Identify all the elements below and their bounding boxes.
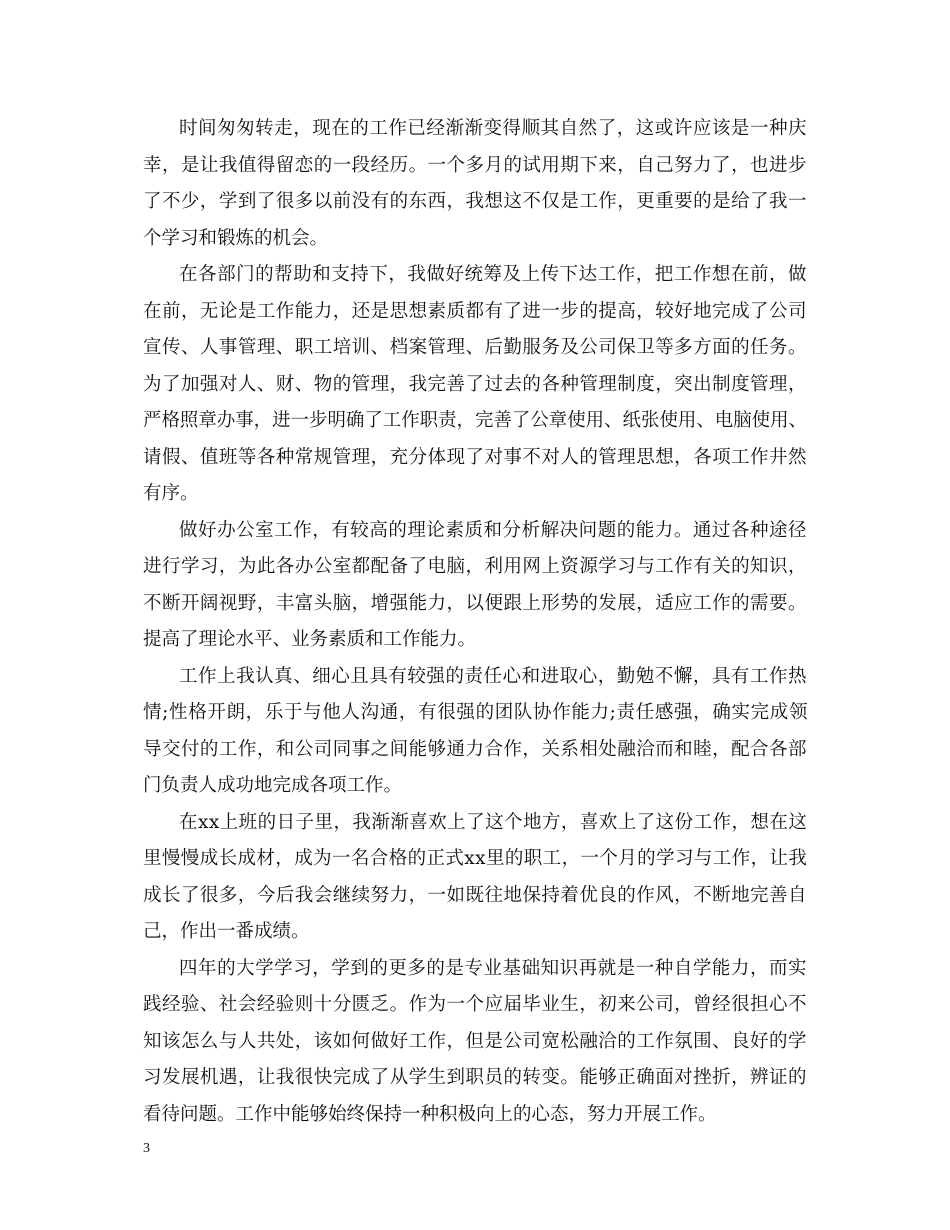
paragraph-line: 提高了理论水平、业务素质和工作能力。	[143, 629, 477, 650]
paragraph-line: 成长了很多，今后我会继续努力，一如既往地保持着优良的作风，不断地完善自	[143, 884, 807, 906]
paragraph-line: 在xx上班的日子里，我渐渐喜欢上了这个地方，喜欢上了这份工作，想在这	[179, 811, 808, 833]
paragraph-line: 看待问题。工作中能够始终保持一种积极向上的心态，努力开展工作。	[143, 1103, 717, 1125]
paragraph-line: 情;性格开朗，乐于与他人沟通，有很强的团队协作能力;责任感强，确实完成领	[143, 702, 809, 723]
paragraph-line: 在前，无论是工作能力，还是思想素质都有了进一步的提高，较好地完成了公司	[143, 300, 807, 322]
page-number: 3	[143, 1141, 150, 1156]
paragraph-line: 宣传、人事管理、职工培训、档案管理、后勤服务及公司保卫等多方面的任务。	[143, 337, 807, 358]
paragraph-line: 请假、值班等各种常规管理，充分体现了对事不对人的管理思想，各项工作井然	[143, 446, 807, 468]
paragraph-line: 践经验、社会经验则十分匮乏。作为一个应届毕业生，初来公司，曾经很担心不	[143, 994, 807, 1015]
paragraph-line: 进行学习，为此各办公室都配备了电脑，利用网上资源学习与工作有关的知识，	[143, 556, 807, 577]
paragraph-line: 做好办公室工作，有较高的理论素质和分析解决问题的能力。通过各种途径	[179, 519, 808, 541]
paragraph-line: 不断开阔视野，丰富头脑，增强能力，以便跟上形势的发展，适应工作的需要。	[143, 592, 807, 614]
paragraph-line: 导交付的工作，和公司同事之间能够通力合作，关系相处融洽而和睦，配合各部	[143, 738, 807, 760]
paragraph-line: 严格照章办事，进一步明确了工作职责，完善了公章使用、纸张使用、电脑使用、	[143, 410, 808, 431]
paragraph-line: 了不少，学到了很多以前没有的东西，我想这不仅是工作，更重要的是给了我一	[143, 191, 807, 212]
paragraph-line: 个学习和锻炼的机会。	[143, 227, 329, 249]
paragraph-line: 在各部门的帮助和支持下，我做好统筹及上传下达工作，把工作想在前，做	[179, 264, 808, 285]
paragraph-line: 己，作出一番成绩。	[143, 921, 310, 942]
paragraph-line: 里慢慢成长成材，成为一名合格的正式xx里的职工，一个月的学习与工作，让我	[143, 848, 808, 869]
paragraph-line: 四年的大学学习，学到的更多的是专业基础知识再就是一种自学能力，而实	[179, 957, 808, 979]
paragraph-line: 为了加强对人、财、物的管理，我完善了过去的各种管理制度，突出制度管理，	[143, 373, 807, 395]
paragraph-line: 幸，是让我值得留恋的一段经历。一个多月的试用期下来，自己努力了，也进步	[143, 154, 807, 176]
paragraph-line: 工作上我认真、细心且具有较强的责任心和进取心，勤勉不懈，具有工作热	[179, 665, 808, 687]
paragraph-line: 有序。	[143, 483, 199, 504]
paragraph-line: 门负责人成功地完成各项工作。	[143, 775, 403, 796]
paragraph-line: 习发展机遇，让我很快完成了从学生到职员的转变。能够正确面对挫折，辨证的	[143, 1067, 807, 1088]
paragraph-line: 知该怎么与人共处，该如何做好工作，但是公司宽松融洽的工作氛围、良好的学	[143, 1030, 807, 1052]
paragraph-line: 时间匆匆转走，现在的工作已经渐渐变得顺其自然了，这或许应该是一种庆	[179, 118, 808, 139]
